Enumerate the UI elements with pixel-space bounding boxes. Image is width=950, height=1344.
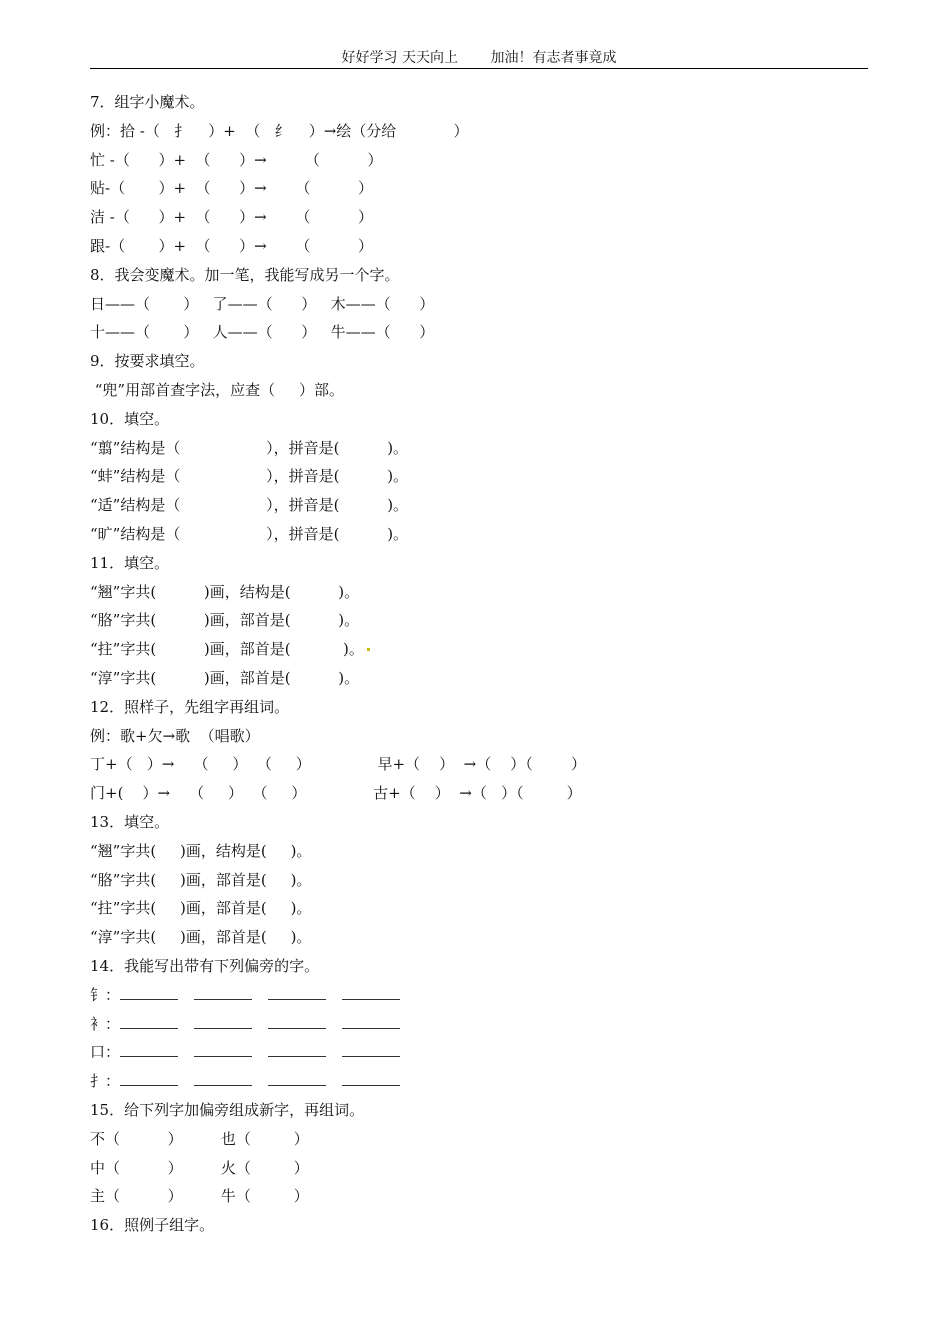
worksheet-line: “胳”字共( )画，部首是( )。 xyxy=(90,870,312,889)
answer-blank[interactable] xyxy=(268,1071,326,1086)
answer-blank[interactable] xyxy=(194,1042,252,1057)
answer-blank[interactable] xyxy=(120,985,178,1000)
worksheet-line: 门+( ）→ （ ） （ ） 古+（ ） →（ ）（ ） xyxy=(90,784,582,803)
radical-row xyxy=(90,985,416,1005)
worksheet-line: 10．填空。 xyxy=(90,409,170,428)
radical-row xyxy=(90,1014,416,1034)
worksheet-line: “翘”字共( )画，结构是( )。 xyxy=(90,582,360,601)
worksheet-line: “拄”字共( )画，部首是( )。 xyxy=(90,640,364,659)
answer-blank[interactable] xyxy=(342,985,400,1000)
worksheet-line: “淳”字共( )画，部首是( )。 xyxy=(90,669,360,687)
worksheet-line: 洁 -（ ）+ （ ）→ （ ） xyxy=(90,208,374,227)
radical-label: 口： xyxy=(90,1043,121,1062)
section-title: 16．照例子组字。 xyxy=(90,1216,215,1235)
worksheet-line: 丁+（ ）→ （ ） （ ） 早+（ ） →（ ）（ ） xyxy=(90,755,586,774)
worksheet-line: 中（ ） 火（ ） xyxy=(90,1158,309,1177)
page-header xyxy=(90,48,868,69)
worksheet-line: “拄”字共( )画，部首是( )。 xyxy=(90,899,312,918)
answer-blank[interactable] xyxy=(342,1042,400,1057)
worksheet-line: “翘”字共( )画，结构是( )。 xyxy=(90,841,312,860)
section-title: 15．给下列字加偏旁组成新字，再组词。 xyxy=(90,1101,365,1119)
worksheet-line: “翦”结构是（ ），拼音是( )。 xyxy=(90,438,409,457)
worksheet-line: 忙 -（ ）+ （ ）→ （ ） xyxy=(90,150,383,169)
worksheet-line: 12．照样子，先组字再组词。 xyxy=(90,697,290,716)
answer-blank[interactable] xyxy=(342,1071,400,1086)
worksheet-line: “适”结构是（ ），拼音是( )。 xyxy=(90,496,409,515)
answer-blank[interactable] xyxy=(194,1014,252,1029)
worksheet-line: 不（ ） 也（ ） xyxy=(90,1129,309,1148)
worksheet-line: 贴-（ ）+ （ ）→ （ ） xyxy=(90,179,374,198)
answer-blank[interactable] xyxy=(120,1042,178,1057)
stray-mark xyxy=(367,648,370,651)
radical-label: 扌： xyxy=(90,1072,121,1091)
radical-row xyxy=(90,1071,416,1091)
worksheet-line: 8．我会变魔术。加一笔，我能写成另一个字。 xyxy=(90,265,400,284)
answer-blank[interactable] xyxy=(268,985,326,1000)
answer-blank[interactable] xyxy=(194,1071,252,1086)
worksheet-line: 14．我能写出带有下列偏旁的字。 xyxy=(90,957,320,975)
answer-blank[interactable] xyxy=(194,985,252,1000)
answer-blank[interactable] xyxy=(120,1014,178,1029)
answer-blank[interactable] xyxy=(342,1014,400,1029)
radical-label: 钅： xyxy=(90,985,121,1004)
worksheet-line: 主（ ） 牛（ ） xyxy=(90,1187,309,1206)
worksheet-line: 十——（ ） 人——（ ） 牛——（ ） xyxy=(90,323,435,342)
worksheet-line: “兜”用部首查字法，应查（ ）部。 xyxy=(90,381,344,399)
worksheet-line: “淳”字共( )画，部首是( )。 xyxy=(90,928,312,947)
header-motto-right: 加油！有志者事竟成 xyxy=(490,50,617,66)
worksheet-line: 跟-（ ）+ （ ）→ （ ） xyxy=(90,237,374,255)
worksheet-line: “蚌”结构是（ ），拼音是( )。 xyxy=(90,467,409,486)
worksheet-line: “旷”结构是（ ），拼音是( )。 xyxy=(90,525,409,543)
radical-row xyxy=(90,1042,416,1062)
worksheet-line: 9．按要求填空。 xyxy=(90,352,205,371)
worksheet-line: 11．填空。 xyxy=(90,553,170,572)
worksheet-line: 例：歌+欠→歌 （唱歌） xyxy=(90,726,260,745)
worksheet-line: “胳”字共( )画，部首是( )。 xyxy=(90,611,360,630)
radical-label: 衤： xyxy=(90,1014,121,1033)
answer-blank[interactable] xyxy=(268,1014,326,1029)
worksheet-line: 13．填空。 xyxy=(90,813,170,831)
worksheet-line: 7．组字小魔术。 xyxy=(90,93,205,111)
answer-blank[interactable] xyxy=(268,1042,326,1057)
worksheet-line: 日——（ ） 了——（ ） 木——（ ） xyxy=(90,294,435,313)
header-motto-left: 好好学习 天天向上 xyxy=(341,50,458,66)
worksheet-line: 例：拾 -（ 扌 ）+ （ 纟 ）→绘（分给 ） xyxy=(90,121,469,140)
answer-blank[interactable] xyxy=(120,1071,178,1086)
